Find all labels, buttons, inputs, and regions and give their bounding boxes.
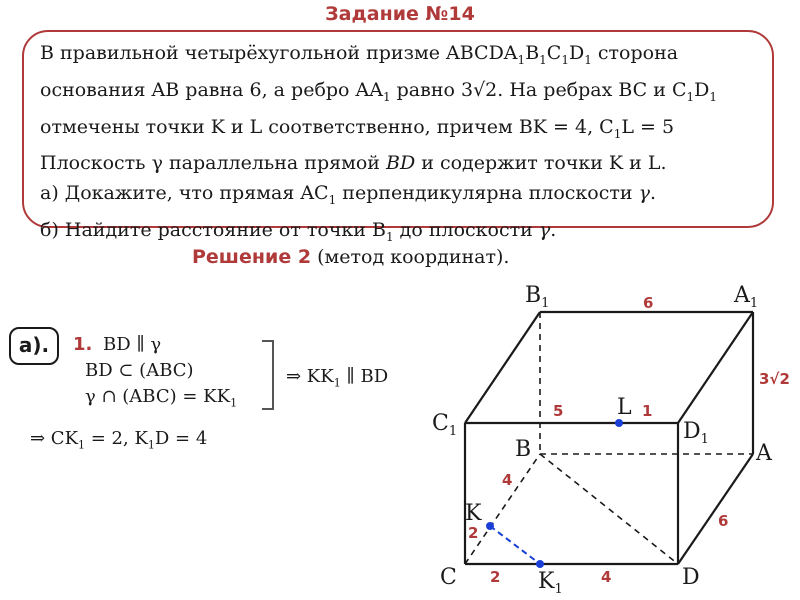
- solution-line-1: BD ∥ γ: [103, 334, 162, 355]
- problem-line-2: основания AB равна 6, а ребро $AA_1$ равно 3√2. На ребрах BC и $C_1D_1$: [40, 78, 718, 104]
- label-c1: $C_1$: [432, 411, 458, 439]
- label-b: B: [515, 437, 532, 462]
- solution-segments: ⇒ $CK_1 = 2$, $K_1D = 4$: [30, 428, 208, 452]
- point-k: [486, 522, 494, 530]
- label-d: D: [682, 565, 700, 590]
- edge-da: [678, 454, 753, 564]
- label-a1: $A_1$: [734, 283, 759, 311]
- number-bk: 4: [502, 471, 513, 489]
- number-aa1: 3√2: [759, 370, 790, 388]
- number-b1a1: 6: [643, 294, 654, 312]
- solution-result: ⇒ $KK_1$ ∥ BD: [286, 366, 389, 390]
- point-l: [615, 419, 623, 427]
- label-l: L: [617, 395, 632, 420]
- label-b1: $B_1$: [525, 283, 550, 311]
- label-k1: $K_1$: [538, 569, 563, 597]
- solution-line-2: BD ⊂ (ABC): [85, 360, 194, 381]
- point-k1: [536, 560, 544, 568]
- edge-d1a1: [678, 312, 753, 423]
- part-a-badge: а).: [9, 327, 59, 365]
- number-k1d: 4: [601, 568, 612, 586]
- number-kc: 2: [468, 524, 479, 542]
- edge-c1b1: [465, 312, 540, 423]
- solution-line-3: γ ∩ $(ABC) = KK_1$: [85, 386, 238, 410]
- number-ld1: 1: [642, 402, 653, 420]
- problem-line-1: В правильной четырёхугольной призме $ABCDA_1B_1C_1D_1$ сторона: [40, 42, 679, 67]
- label-d1: $D_1$: [683, 419, 709, 447]
- solution-title: Решение 2 (метод координат).: [192, 246, 510, 268]
- system-brace: [262, 340, 274, 410]
- label-a: A: [756, 441, 772, 466]
- label-c: C: [440, 565, 457, 590]
- problem-line-3: отмечены точки K и L соответственно, причем BK = 4, $C_1L = 5$: [40, 115, 675, 141]
- label-k: K: [465, 501, 482, 526]
- segment-kk1: [490, 526, 540, 564]
- diagonal-bd: [540, 454, 678, 564]
- problem-statement: [22, 30, 774, 244]
- prism-figure: [420, 270, 790, 598]
- problem-part-b: б) Найдите расстояние от точки $B_1$ до плоскости γ.: [40, 219, 557, 244]
- step-number: 1.: [73, 334, 93, 355]
- number-c1l: 5: [553, 402, 564, 420]
- problem-line-4: Плоскость γ параллельна прямой BD и содержит точки K и L.: [40, 152, 667, 175]
- task-title: Задание №14: [325, 3, 475, 25]
- number-da: 6: [718, 512, 729, 530]
- number-ck1: 2: [490, 568, 501, 586]
- problem-part-a: а) Докажите, что прямая $AC_1$ перпендикулярна плоскости γ.: [40, 182, 656, 208]
